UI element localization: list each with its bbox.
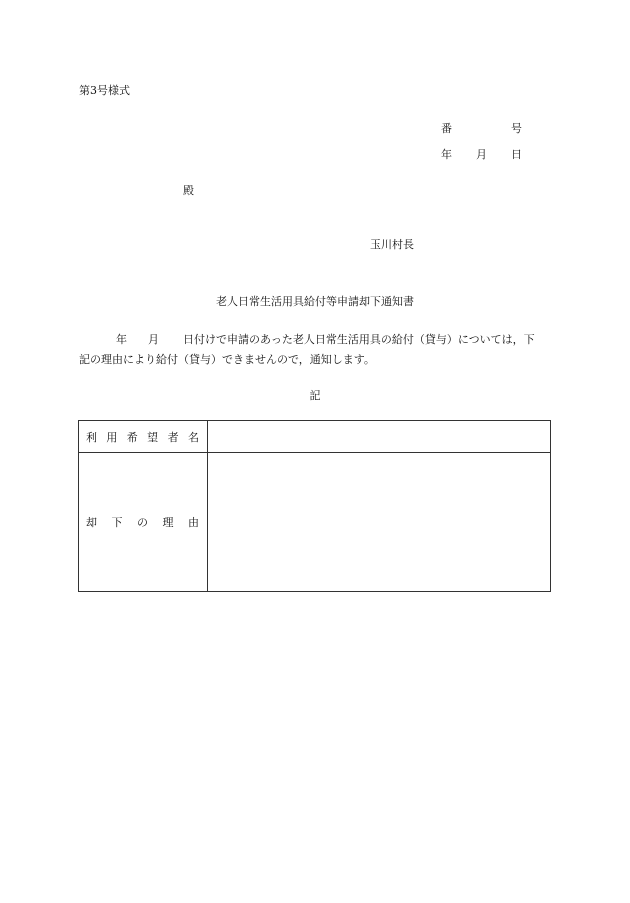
body-line-1: 日付けで申請のあった老人日常生活用具の給付（貸与）については，下 <box>183 333 535 346</box>
applicant-name-row <box>79 421 551 453</box>
details-table <box>78 420 551 592</box>
applicant-name-label <box>79 421 208 453</box>
addressee-suffix: 殿 <box>183 184 194 197</box>
rejection-reason-label-char: 却 <box>86 516 97 530</box>
rejection-reason-row <box>79 453 551 592</box>
body-month-label: 月 <box>148 333 159 346</box>
applicant-name-label-char: 名 <box>187 430 199 444</box>
date-year-label: 年 <box>441 148 452 161</box>
number-label-ban: 番 <box>441 122 452 135</box>
form-number: 第3号様式 <box>79 84 130 97</box>
rejection-reason-label-char: 理 <box>162 516 174 530</box>
ki-heading: 記 <box>309 389 321 402</box>
rejection-reason-label-char: 由 <box>188 516 199 530</box>
applicant-name-value <box>208 421 551 453</box>
applicant-name-label-char: 用 <box>106 430 118 444</box>
date-day-label: 日 <box>511 148 522 161</box>
applicant-name-label-char: 者 <box>167 430 179 444</box>
rejection-reason-label-char: の <box>137 516 148 530</box>
issuer-name: 玉川村長 <box>370 238 414 251</box>
applicant-name-label-char: 利 <box>86 430 97 444</box>
rejection-reason-value <box>208 453 551 592</box>
rejection-reason-label-char: 下 <box>111 516 123 530</box>
rejection-reason-label <box>79 453 208 592</box>
applicant-name-label-char: 望 <box>147 430 159 444</box>
body-line-2: 記の理由により給付（貸与）できませんので，通知します。 <box>79 353 375 366</box>
applicant-name-label-char: 希 <box>126 430 138 444</box>
document-title: 老人日常生活用具給付等申請却下通知書 <box>216 295 414 308</box>
body-year-label: 年 <box>116 333 127 346</box>
date-month-label: 月 <box>476 148 487 161</box>
number-label-gou: 号 <box>511 122 522 135</box>
